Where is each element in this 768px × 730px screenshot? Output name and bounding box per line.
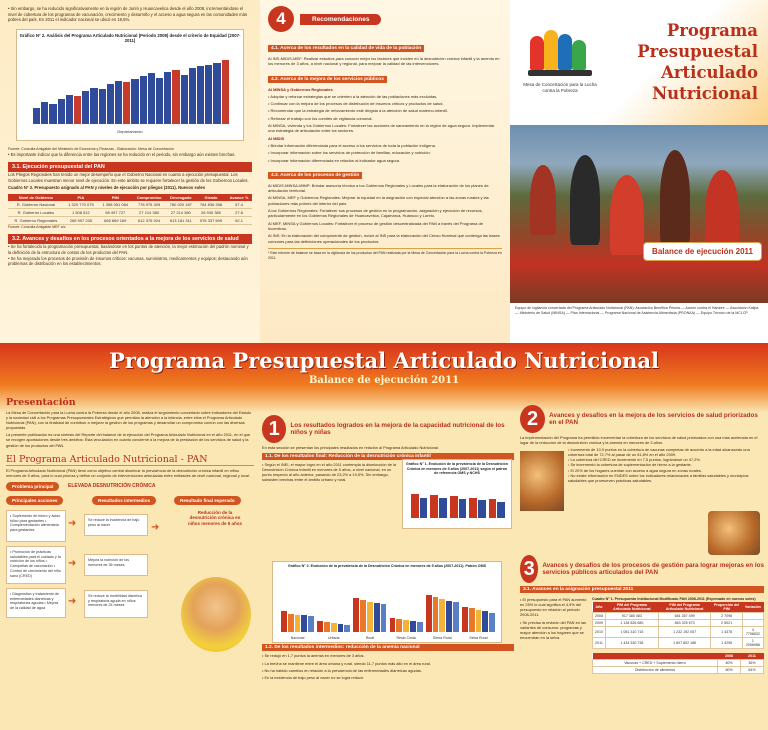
rec-4-2-sub3: Al MIDIS xyxy=(268,135,285,141)
chart-bars xyxy=(33,52,229,124)
table-cell: 1 4378 xyxy=(711,627,742,638)
chart-bar xyxy=(489,613,495,632)
chart-bar xyxy=(308,616,314,632)
table-cell: 1 434 330 738 xyxy=(606,638,659,649)
cover-photo xyxy=(510,125,768,303)
chart-bar xyxy=(453,602,459,632)
rec-item: Al MINSA, MEF y Gobiernos Regionales: Mejorar la equidad en la asignación con especial atención a las zonas rurales y las poblaciones más pobres del interior del país. xyxy=(268,195,489,206)
chart-bar xyxy=(331,623,337,632)
chart-bar xyxy=(324,622,330,632)
bottom-spread xyxy=(0,343,768,730)
top-middle-column xyxy=(260,0,510,343)
table-header: Compromiso xyxy=(132,194,165,201)
chart-bar xyxy=(439,498,447,518)
table-cell: R. Gobierno Locales xyxy=(8,208,64,216)
table-header: Proporción del PIM xyxy=(711,602,742,613)
rec-4-1-title: 4.1. Acerca de los resultados en la calidad de vida de la población xyxy=(268,45,424,52)
section-2-body xyxy=(520,445,764,545)
table-cell: 917 385 083 xyxy=(606,613,659,620)
mother-child-photo xyxy=(520,451,564,511)
table-cell xyxy=(742,620,763,627)
table-header: 2008 xyxy=(718,653,741,660)
chart-bar xyxy=(469,608,475,632)
chart-bar xyxy=(99,89,106,124)
table-row xyxy=(8,201,252,209)
table-cell: 1 358 051 084 xyxy=(98,201,132,209)
chart-bar xyxy=(367,602,373,632)
cover-header xyxy=(510,0,768,125)
chart-bar-group xyxy=(469,484,485,518)
section-1-header xyxy=(262,415,514,443)
chart-bar xyxy=(115,81,122,124)
budget-tables xyxy=(592,595,764,674)
chart-bar xyxy=(482,611,488,632)
problem-text: ELEVADA DESNUTRICIÓN CRÓNICA xyxy=(68,482,156,489)
table-cell: 1 232 192 057 xyxy=(658,627,711,638)
flow-action: • Suplemento de hierro y ácido fólico para gestantes • Complementación alimentaria para gestantes xyxy=(6,510,66,542)
table-cell: 612 375 924 xyxy=(132,216,165,224)
section-3-2-title: 3.2. Avances y desafíos en los procesos orientados a la mejora de los servicios de salud xyxy=(8,234,252,244)
chart-bar xyxy=(197,66,204,124)
main-title: Programa Presupuestal Articulado Nutricional xyxy=(109,348,659,373)
chart-bar xyxy=(403,620,409,632)
section-3-2-item: • Se ha mejorado los procesos de provisión de insumos críticos: vacunas, suministros, medicamentos y equipos; destacando aún problemas de distribución en los establecimientos. xyxy=(8,255,248,267)
bottom-right-column xyxy=(520,405,764,727)
chart-bar-group xyxy=(430,484,446,518)
chart-bar-group xyxy=(489,484,505,518)
section-1-1-text: • Según el INEI, el mayor logro en el año 2011 contempla la disminución de la Desnutrición Crónica Infantil en menores de 5 años, a nivel nacional, en un punto respecto al año anterior, pasando de 23,2% a 19,5%. Sin embargo, subsisten brechas entre el ámbito urbano y rural. xyxy=(262,462,397,483)
cover-credits: Equipo de vigilancia concertada del Programa Articulado Nutricional (PAN): Asociación Benéfica Prisma — Acción contra el Hambre — Asociación Kallpa — Ministerio de Salud (MINSA) — Plan Internacional — Programa Nacional de Asistencia Alimentaria (PRONAA) — Equipo Técnico de la MCLCP xyxy=(510,303,768,343)
table-cell: 27 214 380 xyxy=(166,208,196,216)
chart-bar xyxy=(374,603,380,632)
chart-category-label: Sierra Rural xyxy=(432,636,452,640)
top-spread xyxy=(0,0,768,343)
chart-source: Fuente: Consulta Amigable del Ministerio de Economía y Finanzas - Elaboración: Mesa de Concertación xyxy=(8,146,174,151)
table-cell: 1 4296 xyxy=(711,638,742,649)
section-3-1-text: • El presupuesto para el PAN aumentó en 25% lo cual significa el 4,9% del presupuesto en relación al periodo 2008-2011. • Se precisa la revisión del PAN en las variantes de consumo: programas y mayor atención a los hogares que se encuentran en la selva. xyxy=(520,597,587,640)
table-cell: 98 497 727 xyxy=(98,208,132,216)
chart-bar xyxy=(82,91,89,123)
table-title: Cuadro N° 1. Presupuesto Institucional Modificado PAN 2008-2011 (Expresado en nuevos soles) xyxy=(592,597,756,602)
chart-bar xyxy=(66,95,73,124)
chart-bar xyxy=(189,68,196,124)
chart-bar xyxy=(478,500,486,518)
chart-title: Gráfico N° 2. Evolución de la prevalencia de la Desnutrición Crónica en menores de 5 años (2007-2011). Patrón OMS xyxy=(288,564,486,568)
table-cell: 64% xyxy=(741,667,764,674)
table-row xyxy=(8,216,252,224)
recommendations-header xyxy=(268,6,502,32)
chart-bar xyxy=(181,75,188,124)
table-cell: R. Gobierno Regionales xyxy=(8,216,64,224)
chart-category-label: Nacional xyxy=(290,636,305,640)
chart-bar xyxy=(396,619,402,632)
chart-category-label: Selva Rural xyxy=(469,636,488,640)
pan-text: El Programa Articulado Nutricional (PAN) tiene como objetivo central disminuir la prevalencia de la desnutrición crónica infantil en niños menores de 5 años, para lo cual prioriza y define un conjunto de intervenciones articuladas entre entidades de nivel nacional, regional y local. xyxy=(6,467,250,478)
chart-bar xyxy=(317,621,323,633)
table-cell: 1 320 770 075 xyxy=(64,201,98,209)
table-cell: 2 7096 xyxy=(711,613,742,620)
arrow-icon: ➜ xyxy=(68,557,77,569)
table-cell: 27 214 380 xyxy=(132,208,165,216)
chart-bar xyxy=(353,598,359,633)
table-cell: 2011 xyxy=(593,638,606,649)
chart-bar-group xyxy=(390,586,423,632)
intro-text: • Sin embargo, se ha reducido significativamente en la región de Junín y Huancavelica desde el año 2008, incrementándose el nivel de cobertura de los programas de vacunación, crecimiento y desarrollo y el acceso a agua segura en las comunidades más pobres del país. En 2011 el indicador nacional se ubicó en 19,5%. xyxy=(8,6,248,23)
table-header: Variación xyxy=(742,602,763,613)
chart-bar-group xyxy=(411,484,427,518)
rec-item: • Continuar con la mejora de los procesos de distribución de insumos críticos y productos de salud. xyxy=(268,101,444,107)
section-3-1-title: 3.1. Avances en la asignación presupuestal 2011 xyxy=(520,586,764,593)
chart-bar xyxy=(469,498,477,518)
section-number: 3 xyxy=(520,555,538,583)
after-chart-text: • Es importante indicar que la diferencia entre las regiones se ha reducido en el periodo, sin embargo aún existen brechas. xyxy=(8,152,236,158)
presentacion-title: Presentación xyxy=(6,397,76,408)
table-cell: R. Gobierno Nacional xyxy=(8,201,64,209)
chart-bar xyxy=(33,108,40,124)
chart-bar xyxy=(411,494,419,518)
rec-item: Al MEF, MINSA y Gobiernos Locales: Fortalecer el proceso de gestión descentralizada del PAN a través del Programa de Incentivos. xyxy=(268,220,483,231)
table-cell: 2009 xyxy=(593,620,606,627)
chart-bar xyxy=(164,72,171,124)
table-cell: 1 081 310 715 xyxy=(606,627,659,638)
section-1-2-item: • Se redujo en 1,7 puntos la anemia en menores de 3 años. xyxy=(262,653,365,659)
table-header: Avance % xyxy=(226,194,252,201)
budget-table xyxy=(8,194,252,225)
table-cell: 92.1 xyxy=(226,216,252,224)
chart-bar xyxy=(213,63,220,124)
chart-bar-group xyxy=(317,586,350,632)
rec-4-3-title: 4.3. Acerca de los procesos de gestión xyxy=(268,172,362,179)
flow-final-result: Reducción de la desnutrición crónica en niños menores de 5 años xyxy=(188,509,243,527)
table-cell: Vacunas + CRED + Suplemento hierro xyxy=(593,660,718,667)
footnote: * Este informe de balance se basa en la vigilancia de los productos del PAN realizada por la Mesa de Concertación para la Lucha contra la Pobreza en 2011. xyxy=(268,248,502,262)
table-row xyxy=(593,613,764,620)
chart-bar xyxy=(344,625,350,632)
bottom-middle-column xyxy=(262,415,514,727)
rec-4-2-sub2: Al MINSA, vivienda y los Gobiernos Locales: Fortalecer las acciones de saneamiento en la región de agua segura. Implementar una estrategia de articulación entre los sectores. xyxy=(268,123,495,134)
table-cell: 26 930 380 xyxy=(196,208,226,216)
chart-bar xyxy=(439,599,445,632)
section-3-1-title: 3.1. Ejecución presupuestal del PAN xyxy=(8,162,252,172)
flow-action: • Promoción de prácticas saludables para el cuidado y la nutrición de los niños • Campañas de vacunación • Control de crecimiento del niño sano (CRED) xyxy=(6,546,66,584)
dci-area-chart xyxy=(272,561,502,643)
health-worker-photo xyxy=(708,511,760,555)
chart-bar xyxy=(148,73,155,123)
chart-bar xyxy=(222,60,229,123)
table-cell: 576 337 509 xyxy=(196,216,226,224)
rec-item: • Incorporar información sobre los servicios de protección de familias, educación y nutrición. xyxy=(268,150,431,156)
table-cell: 265 997 235 xyxy=(64,216,98,224)
bottom-left-column xyxy=(6,395,254,725)
recommendations-title: Recomendaciones xyxy=(300,14,381,25)
flow-header-actions: Principales acciones xyxy=(6,496,63,505)
chart-bar xyxy=(390,618,396,632)
chart-title: Gráfico N° 1. Evolución de la prevalencia de la Desnutrición Crónica en menores de 5 años (2007-2011) según el patrón de referencia OMS y NCHS xyxy=(406,462,508,475)
table-title: Cuadro N° 3. Presupuesto asignado al PAN y niveles de ejecución por pliegos (2011). Nuevos soles xyxy=(8,185,206,191)
table-header: PIM xyxy=(98,194,132,201)
chart-bar xyxy=(497,502,505,518)
baby-photo xyxy=(181,577,251,652)
table-cell: 2010 xyxy=(593,627,606,638)
chart-bar xyxy=(74,96,81,123)
table-cell: 613 181 311 xyxy=(166,216,196,224)
chart-bar xyxy=(156,78,163,124)
flow-intermediate: Mejora la nutrición de los menores de 36 meses xyxy=(84,554,148,576)
dci-evolution-chart xyxy=(402,459,512,529)
table-cell: 1 607 802 186 xyxy=(658,638,711,649)
chart-bar xyxy=(172,70,179,124)
section-2-title: Avances y desafíos en la mejora de los servicios de salud priorizados en el PAN xyxy=(549,411,758,426)
chart-bars xyxy=(281,586,495,632)
table-header: PIM del Programa Articulado Nutricional xyxy=(658,602,711,613)
chart-bar xyxy=(140,76,147,124)
arrow-icon: ➜ xyxy=(151,521,160,533)
table-source: Fuente: Consulta Amigable MEF a/c xyxy=(8,224,66,229)
rec-item: • Brindar información diferenciada para el acceso a los servicios de toda la población indígena. xyxy=(268,142,436,148)
problem-label: Problema principal xyxy=(6,482,59,491)
pan-title: El Programa Articulado Nutricional - PAN xyxy=(6,454,254,466)
section-1-2-title: 1.2. De los resultados intermedios: reducción de la anemia nacional xyxy=(262,644,514,651)
main-subtitle: Balance de ejecución 2011 xyxy=(308,375,460,386)
table-cell: Distribución de alimentos xyxy=(593,667,718,674)
flow-action: • Diagnóstico y tratamiento de enfermedades diarreicas y respiratorias agudas • Mejora de la calidad de agua xyxy=(6,588,66,618)
chart-bar xyxy=(430,495,438,518)
chart-bars xyxy=(411,484,505,518)
chart-bar xyxy=(295,615,301,632)
table-header: PIM del Programa Articulado Nutricional xyxy=(606,602,659,613)
pan-flow-diagram xyxy=(6,482,254,622)
table-cell: 57.4 xyxy=(226,201,252,209)
section-3-title: Avances y desafíos de los procesos de gestión para lograr mejoras en los servicios públicos articulados del PAN xyxy=(542,561,764,577)
table-cell: 36% xyxy=(741,660,764,667)
chart-bar-group xyxy=(281,586,314,632)
chart-bar xyxy=(338,624,344,632)
chart-bar xyxy=(417,622,423,632)
chart-bar xyxy=(49,104,56,124)
section-1-2-item: • En la incidencia de bajo peso al nacer no se logra reducir. xyxy=(262,674,365,680)
table-cell: 4 7796832 xyxy=(742,627,763,638)
chart-bar xyxy=(459,499,467,518)
arrow-icon: ➜ xyxy=(68,595,77,607)
table-header: PIA xyxy=(64,194,98,201)
section-3-1-body xyxy=(520,595,764,674)
chart-category-label: Resto Costa xyxy=(396,636,416,640)
table-header: 2011 xyxy=(741,653,764,660)
chart-title: Gráfico N° 2. Análisis del Programa Articulado Nutricional (Periodo 2008) desde el criterio de Equidad (2007-2011) xyxy=(19,32,241,43)
table-cell: 40% xyxy=(718,660,741,667)
table-header: Devengado xyxy=(166,194,196,201)
section-3-2-item: • Se ha fortalecido la programación presupuestal, basándose en los puntos de atención, la mejor estimación del padrón nominal y la definición de la estructura de costos de los productos del PAN. xyxy=(8,244,249,255)
section-number: 1 xyxy=(262,415,286,443)
chart-bar xyxy=(301,615,307,632)
chart-bar-group xyxy=(450,484,466,518)
chart-category-label: Urbana xyxy=(328,636,340,640)
table-cell: 1 138 826 680 xyxy=(606,620,659,627)
mcclp-logo xyxy=(528,22,592,80)
chart-bar xyxy=(131,79,138,124)
rec-item: Al INS: En la elaboración del componente de gestión, incluir al INS para la elaboración del Censo Nominal que contenga las bases comunes para las definiciones operacionales de los productos. xyxy=(268,233,500,244)
chart-bar-group xyxy=(426,586,459,632)
table-cell xyxy=(742,613,763,620)
chart-bar-group xyxy=(462,586,495,632)
rec-4-2-title: 4.2. Acerca de la mejora de los servicios públicos xyxy=(268,76,387,83)
top-left-column xyxy=(0,0,260,343)
section-number: 4 xyxy=(268,6,294,32)
chart-bar xyxy=(58,99,65,124)
table-row xyxy=(593,660,764,667)
chart-bar xyxy=(462,607,468,632)
table-cell: 863 325 573 xyxy=(658,620,711,627)
section-number: 2 xyxy=(520,405,545,433)
flow-intermediate: Se reduce la morbilidad diarreica y respiratoria aguda en niños menores de 24 meses xyxy=(84,590,148,618)
table-cell: 681 357 499 xyxy=(658,613,711,620)
chart-bar xyxy=(107,84,114,124)
rec-item: • Recomendar que la estrategia de reforzamiento esté dirigida a la atención de salud materno-infantil. xyxy=(268,108,448,114)
rec-4-1-text: Al INS-MIDIS-MEF: Realizar estudios para conocer mejor los factores que inciden en la desnutrición crónica infantil y la anemia en los menores de 3 años, a nivel nacional y regional, para mejorar la calidad de las intervenciones. xyxy=(268,56,500,67)
table-cell: 778 975 309 xyxy=(132,201,165,209)
chart-bar xyxy=(433,597,439,632)
section-3-1-text: Los Pliegos Regionales han tenido un mejor desempeño que el Gobierno Nacional en cuanto a ejecución presupuestal. Los Gobiernos Locales muestran menor nivel de ejecución. En este ámbito se requiere fortalecer la gestión de los Gobiernos Locales. xyxy=(8,171,249,183)
balance-badge: Balance de ejecución 2011 xyxy=(643,242,762,261)
flow-intermediate: Se reduce la incidencia de bajo peso al nacer xyxy=(84,514,148,536)
section-2-list: • Incremento de 10,9 puntos en la cobertura de vacunas completas de acuerdo a la edad alcanzando una cobertura total de 72,7% al pasar de un 61,8% en el año 2009. • La cobertura del CRED se incrementó en 7,5 puntos, lográndose un 47,2%. • Se incrementó la cobertura de suplementación de hierro a la gestante. • El 20% de los hogares cuentan con acceso a agua segura en zonas rurales. • No existe información en ENDES sobre los indicadores relacionados a familias saludables y municipios saludables que promueven prácticas saludables. xyxy=(568,447,760,483)
chart-bar-group xyxy=(353,586,386,632)
chart-bar xyxy=(426,595,432,632)
rec-item: • Reforzar el trabajo con los comités de vigilancia comunal. xyxy=(268,115,373,121)
chart-bar xyxy=(420,498,428,518)
chart-bar xyxy=(381,604,387,632)
presentacion-text-2: La presente publicación es una síntesis del Reporte del balance de la ejecución del Programa Articulado Nutricional en el año 2011, en el que se recogen aportaciones desde tres ámbitos: Ésta vinculación en cuanto concierne a la mejora de la prestación de los servicios de salud y la gestión de los productos del PAN. xyxy=(6,432,251,448)
table-cell: 27.6 xyxy=(226,208,252,216)
chart-bar xyxy=(450,496,458,518)
section-1-title: Los resultados logrados en la mejora de la capacidad nutricional de los niños y niñas xyxy=(290,421,505,436)
table-header: Girado xyxy=(196,194,226,201)
table-cell: 2 5021 xyxy=(711,620,742,627)
chart-category-label: Rural xyxy=(365,636,375,640)
section-2-text: La implementación del Programa ha permitido incrementar la cobertura de los servicios de salud priorizados con una más acelerada en el lugar de la reducción de la desnutrición crónica y la anemia en menores de 3 años. xyxy=(520,435,758,446)
table-cell: 764 836 358 xyxy=(196,201,226,209)
table-cell: 1 2056988 xyxy=(742,638,763,649)
presentacion-text: La Mesa de Concertación para la Lucha contra la Pobreza desde el año 2008, realiza el seguimiento concertado sobre indicadores del Estado y la sociedad civil a los Programas Presupuestales Estratégicos que permitan la atención a la infancia, entre ellos el Programa Articulado Nutricional (PAN), con la finalidad de contribuir a mejorar la gestión de los programas y desarrollar un compromiso común con las diversas propuestas. xyxy=(6,410,252,431)
chart-bar xyxy=(410,621,416,632)
table-row xyxy=(8,208,252,216)
rec-item: Al MIDIS-MINSA-MIMP: Brindar asesoría técnica a los Gobiernos Regionales y Locales para la elaboración de los planes de articulación territorial. xyxy=(268,182,489,194)
rec-item: • Adoptar y reforzar estrategias que se orienten a la atención de las poblaciones más excluidas. xyxy=(268,93,438,99)
chart-bar xyxy=(476,610,482,632)
arrow-icon: ➜ xyxy=(68,517,77,529)
table-cell: 2008 xyxy=(593,613,606,620)
chart-bar xyxy=(281,611,287,632)
chart-bar xyxy=(288,614,294,632)
section-1-intro: En esta sección se presentan los principales resultados en relación al Programa Articulado Nutricional. xyxy=(262,445,439,450)
rec-item: • Incorporar información diferenciada en relación al indicador agua segura. xyxy=(268,157,401,163)
chart-bar xyxy=(41,102,48,124)
table-header: Año xyxy=(593,602,606,613)
section-2-header xyxy=(520,405,764,433)
rec-item: A los Gobiernos Regionales: Fortalecer sus procesos de gestión en la programación, asignación y ejecución de recursos, particularmente en los Gobiernos Regionales de Huancavelica, Cajamarca, Huánuco y Loreto. xyxy=(268,208,483,219)
table-cell: 60% xyxy=(718,667,741,674)
chart-categories xyxy=(281,636,495,640)
chart-bar xyxy=(205,65,212,124)
equity-chart xyxy=(16,29,244,141)
section-3-header xyxy=(520,555,764,583)
chart-bar xyxy=(360,600,366,632)
section-1-2-item: • No ha habido cambios en relación a la prevalencia de las enfermedades diarreicas agudas. xyxy=(262,667,422,673)
chart-bar xyxy=(446,601,452,632)
flow-header-final: Resultado final esperado xyxy=(174,496,241,505)
chart-bar xyxy=(123,82,130,124)
chart-bar xyxy=(489,499,497,518)
table-cell: 665 869 169 xyxy=(98,216,132,224)
table-row xyxy=(593,638,764,649)
top-right-cover xyxy=(510,0,768,343)
table-cell: 780 020 187 xyxy=(166,201,196,209)
table-row xyxy=(593,627,764,638)
chart-xlabel: Departamento xyxy=(117,128,143,134)
section-1-2-item: • La brecha se mantiene entre el área urbana y rural, siendo 11,7 puntos más alto en el área rural. xyxy=(262,660,431,666)
chart-bar xyxy=(90,88,97,124)
table-header: Nivel de Gobierno xyxy=(8,194,64,201)
table-row xyxy=(593,620,764,627)
cover-title: Programa Presupuestal Articulado Nutricional xyxy=(637,21,758,103)
flow-header-intermediate: Resultados intermedios xyxy=(92,496,156,505)
table-row xyxy=(593,667,764,674)
logo-caption: Mesa de Concertación para la Lucha contra la Pobreza xyxy=(523,82,597,93)
section-1-1-title: 1.1. De los resultados final: Reducción de la desnutrición crónica infantil xyxy=(262,453,514,460)
pim-table xyxy=(592,602,764,649)
distribution-table xyxy=(592,653,764,674)
rec-4-2-sub: Al MINSA y Gobiernos Regionales xyxy=(268,86,333,92)
table-cell: 1 508 512 xyxy=(64,208,98,216)
